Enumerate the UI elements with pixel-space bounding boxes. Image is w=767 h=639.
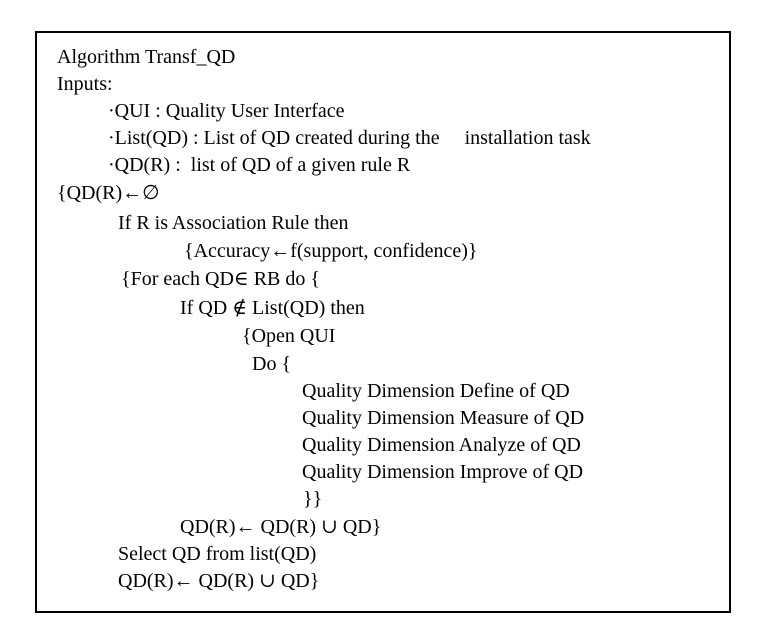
input-item-qui: ·QUI : Quality User Interface — [108, 100, 345, 122]
code-line-measure: Quality Dimension Measure of QD — [302, 407, 585, 429]
code-line-for-each: {For each QD∈ RB do { — [121, 268, 320, 290]
code-line-do: Do { — [252, 353, 292, 375]
code-line-analyze: Quality Dimension Analyze of QD — [302, 434, 581, 456]
code-line-open-qui: {Open QUI — [242, 325, 336, 347]
code-line-init: {QD(R)←∅ — [57, 182, 160, 204]
input-item-qd-r: ·QD(R) : list of QD of a given rule R — [108, 154, 411, 176]
code-line-close-braces: }} — [303, 488, 323, 510]
inputs-label: Inputs: — [57, 73, 113, 95]
code-line-if-not-in-list: If QD ∉ List(QD) then — [180, 297, 365, 319]
code-line-union-outer: QD(R)← QD(R) ∪ QD} — [118, 570, 320, 592]
input-item-list-qd: ·List(QD) : List of QD created during the installation task — [108, 127, 591, 149]
code-line-union-inner: QD(R)← QD(R) ∪ QD} — [180, 516, 382, 538]
code-line-define: Quality Dimension Define of QD — [302, 380, 570, 402]
algorithm-title: Algorithm Transf_QD — [57, 46, 236, 68]
code-line-if-association: If R is Association Rule then — [118, 212, 349, 234]
code-line-improve: Quality Dimension Improve of QD — [302, 461, 584, 483]
code-line-select: Select QD from list(QD) — [118, 543, 317, 565]
code-line-accuracy: {Accuracy←f(support, confidence)} — [184, 240, 478, 262]
